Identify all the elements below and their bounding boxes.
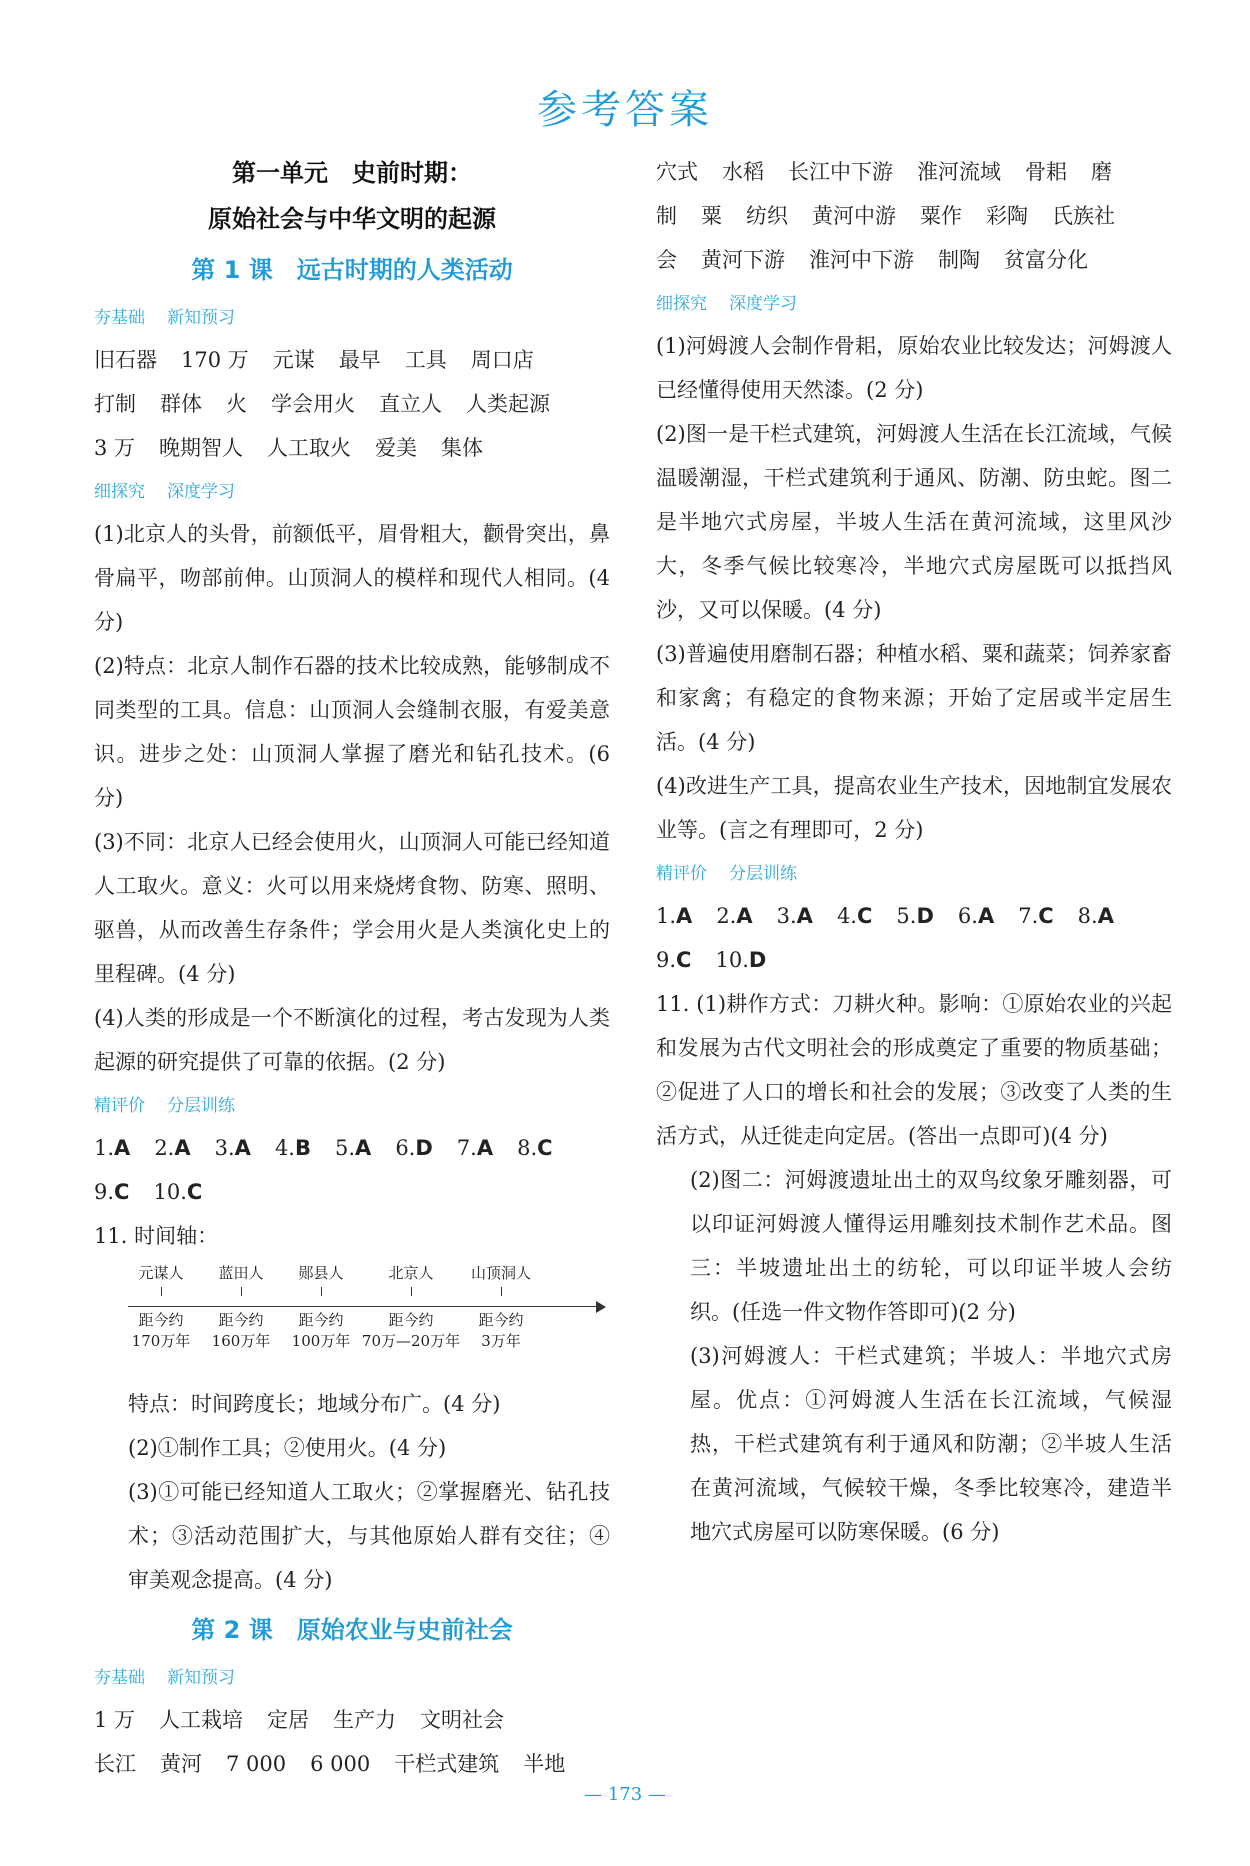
keyword: 晚期智人: [159, 436, 244, 460]
choice-answer: 5.A: [335, 1136, 372, 1160]
choice-answer: 5.D: [896, 904, 934, 928]
choice-answer: 4.B: [274, 1136, 311, 1160]
keyword: 工具: [404, 348, 447, 372]
timeline-entry: [196, 1262, 286, 1351]
answer-paragraph: (1)河姆渡人会制作骨耜，原始农业比较发达；河姆渡人已经懂得使用天然漆。(2 分): [656, 334, 1172, 402]
keyword-line: [656, 238, 1172, 282]
lesson-1-title: 第 1 课 远古时期的人类活动: [191, 256, 513, 284]
keyword: 制陶: [938, 248, 980, 272]
choice-answer: 10.C: [153, 1180, 203, 1204]
choice-answer: 3.A: [214, 1136, 251, 1160]
section-heading-explore: [94, 476, 610, 508]
keyword: 6 000: [310, 1752, 371, 1776]
keyword: 制: [656, 204, 677, 228]
keyword: 穴式: [656, 160, 698, 184]
answer-paragraph: (3)河姆渡人：干栏式建筑；半坡人：半地穴式房屋。优点：①河姆渡人生活在长江流域，气候湿热，干栏式建筑有利于通风和防潮；②半坡人生活在黄河流域，气候较干燥，冬季比较寒冷，建造半地穴式房屋可以防寒保暖。(6 分): [690, 1344, 1172, 1544]
choice-answer: 2.A: [716, 904, 753, 928]
timeline-arrow-icon: [596, 1301, 606, 1313]
choice-answer: 6.A: [957, 904, 995, 928]
section-heading-main: 夯基础: [94, 1668, 145, 1688]
timeline-label: 山顶洞人: [470, 1264, 531, 1282]
keyword: 粟: [701, 204, 722, 228]
timeline-distance: 距今约: [138, 1311, 184, 1329]
keyword: 淮河流域: [917, 160, 1001, 184]
section-heading-main: 细探究: [94, 482, 145, 502]
section-heading-explore: [656, 288, 1172, 320]
timeline-distance: 距今约: [388, 1311, 434, 1329]
choice-answer: 9.C: [94, 1180, 130, 1204]
keyword: 1 万: [94, 1708, 136, 1732]
timeline-label: 元谋人: [138, 1264, 184, 1282]
timeline-label: 郧县人: [298, 1264, 344, 1282]
timeline-years: 170万年: [131, 1332, 191, 1350]
timeline-label: 蓝田人: [218, 1264, 264, 1282]
choice-answers-row: [94, 1126, 610, 1170]
section-heading-sub: 分层训练: [167, 1096, 235, 1116]
keyword: 最早: [338, 348, 381, 372]
answer-paragraph: (2)图二：河姆渡遗址出土的双鸟纹象牙雕刻器，可以印证河姆渡人懂得运用雕刻技术制作艺术品。图三：半坡遗址出土的纺轮，可以印证半坡人会纺织。(任选一件文物作答即可)(2 分): [690, 1168, 1172, 1324]
choice-answer: 8.A: [1077, 904, 1114, 928]
keyword: 定居: [267, 1708, 310, 1732]
keyword: 周口店: [470, 348, 534, 372]
keyword: 磨: [1091, 160, 1112, 184]
page-title: 参考答案: [537, 87, 713, 133]
lesson-2-title: 第 2 课 原始农业与史前社会: [191, 1616, 513, 1644]
timeline-distance: 距今约: [218, 1311, 264, 1329]
answer-paragraph: (4)人类的形成是一个不断演化的过程，考古发现为人类起源的研究提供了可靠的依据。(2 分): [94, 1006, 610, 1074]
keyword: 打制: [94, 392, 136, 416]
keyword-line: [656, 194, 1172, 238]
keyword: 人工栽培: [159, 1708, 244, 1732]
timeline-entry: [361, 1262, 461, 1351]
answer-paragraph: 11. (1)耕作方式：刀耕火种。影响：①原始农业的兴起和发展为古代文明社会的形成奠定了重要的物质基础；②促进了人口的增长和社会的发展；③改变了人类的生活方式，从迁徙走向定居。(答出一点即可)(4 分): [656, 992, 1172, 1148]
keyword: 水稻: [722, 160, 764, 184]
choice-answer: 7.C: [1018, 904, 1054, 928]
choice-answers-row: [656, 938, 1172, 982]
keyword: 直立人: [379, 392, 442, 416]
timeline-years: 160万年: [211, 1332, 271, 1350]
keyword-line: [94, 338, 610, 382]
answer-paragraph: (2)特点：北京人制作石器的技术比较成熟，能够制成不同类型的工具。信息：山顶洞人会缝制衣服，有爱美意识。进步之处：山顶洞人掌握了磨光和钻孔技术。(6 分): [94, 654, 610, 810]
keyword: 氏族社: [1052, 204, 1115, 228]
answer-paragraph: (2)图一是干栏式建筑，河姆渡人生活在长江流域，气候温暖潮湿，干栏式建筑利于通风、防潮、防虫蛇。图二是半地穴式房屋，半坡人生活在黄河流域，这里风沙大，冬季气候比较寒冷，半地穴式房屋既可以抵挡风沙，又可以保暖。(4 分): [656, 422, 1172, 622]
choice-answer: 9.C: [656, 948, 692, 972]
keyword: 干栏式建筑: [394, 1752, 500, 1776]
unit-title-line-2: 原始社会与中华文明的起源: [208, 205, 496, 233]
keyword: 人工取火: [267, 436, 352, 460]
page-number: — 173 —: [584, 1784, 666, 1805]
keyword: 爱美: [375, 436, 418, 460]
section-heading-main: 精评价: [656, 864, 707, 884]
timeline-tick: [501, 1287, 502, 1296]
keyword: 元谋: [272, 348, 315, 372]
keyword: 黄河: [160, 1752, 202, 1776]
choice-answer: 7.A: [456, 1136, 494, 1160]
keyword: 骨耜: [1025, 160, 1067, 184]
answer-paragraph: (3)不同：北京人已经会使用火，山顶洞人可能已经知道人工取火。意义：火可以用来烧烤食物、防寒、照明、驱兽，从而改善生存条件；学会用火是人类演化史上的里程碑。(4 分): [94, 830, 610, 986]
choice-answer: 1.A: [94, 1136, 131, 1160]
choice-answer: 4.C: [836, 904, 873, 928]
keyword: 长江: [94, 1752, 136, 1776]
answer-paragraph: (3)①可能已经知道人工取火；②掌握磨光、钻孔技术；③活动范围扩大，与其他原始人群有交往；④审美观念提高。(4 分): [128, 1480, 610, 1592]
timeline-entry: [456, 1262, 546, 1351]
keyword: 群体: [160, 392, 202, 416]
answer-paragraph: (2)①制作工具；②使用火。(4 分): [128, 1436, 447, 1460]
section-heading-sub: 新知预习: [167, 1668, 235, 1688]
keyword: 生产力: [333, 1708, 397, 1732]
section-heading-sub: 新知预习: [167, 308, 235, 328]
keyword: 黄河下游: [701, 248, 785, 272]
keyword: 学会用火: [271, 392, 355, 416]
right-column: [656, 150, 1172, 1554]
keyword: 火: [226, 392, 247, 416]
section-heading-sub: 深度学习: [729, 294, 797, 314]
keyword-line: [94, 382, 610, 426]
keyword: 淮河中下游: [809, 248, 914, 272]
choice-answers-row: [94, 1170, 610, 1214]
timeline-tick: [161, 1287, 162, 1296]
answer-paragraph: (3)普遍使用磨制石器；种植水稻、粟和蔬菜；饲养家畜和家禽；有稳定的食物来源；开始了定居或半定居生活。(4 分): [656, 642, 1172, 754]
question-11-heading: 11. 时间轴：: [94, 1224, 219, 1248]
timeline-distance: 距今约: [478, 1311, 524, 1329]
timeline-diagram: [116, 1262, 616, 1382]
timeline-entry: [116, 1262, 206, 1351]
answer-paragraph: (4)改进生产工具，提高农业生产技术，因地制宜发展农业等。(言之有理即可，2 分): [656, 774, 1172, 842]
keyword: 会: [656, 248, 677, 272]
section-heading-main: 夯基础: [94, 308, 145, 328]
keyword: 文明社会: [420, 1708, 505, 1732]
section-heading-main: 细探究: [656, 294, 707, 314]
keyword: 人类起源: [466, 392, 550, 416]
section-heading-sub: 分层训练: [729, 864, 797, 884]
choice-answers-row: [656, 894, 1172, 938]
keyword-line: [94, 426, 610, 470]
keyword: 贫富分化: [1004, 248, 1088, 272]
keyword: 170 万: [181, 348, 249, 372]
section-heading-sub: 深度学习: [167, 482, 235, 502]
timeline-years: 100万年: [291, 1332, 351, 1350]
timeline-years: 3万年: [481, 1332, 521, 1350]
answer-paragraph: 特点：时间跨度长；地域分布广。(4 分): [128, 1392, 501, 1416]
keyword: 长江中下游: [788, 160, 893, 184]
keyword: 旧石器: [94, 348, 157, 372]
section-heading-eval: [656, 858, 1172, 890]
choice-answer: 10.D: [715, 948, 767, 972]
choice-answer: 6.D: [395, 1136, 433, 1160]
keyword-line: [656, 150, 1172, 194]
timeline-distance: 距今约: [298, 1311, 344, 1329]
timeline-label: 北京人: [388, 1264, 434, 1282]
keyword: 粟作: [920, 204, 962, 228]
keyword: 黄河中游: [812, 204, 896, 228]
choice-answer: 8.C: [517, 1136, 553, 1160]
choice-answer: 3.A: [776, 904, 813, 928]
timeline-entry: [276, 1262, 366, 1351]
keyword-line: [94, 1742, 610, 1786]
section-heading-base: [94, 1662, 610, 1694]
choice-answer: 1.A: [656, 904, 693, 928]
keyword: 7 000: [226, 1752, 287, 1776]
keyword: 3 万: [94, 436, 136, 460]
unit-title-line-1: 第一单元 史前时期：: [232, 159, 472, 187]
timeline-tick: [411, 1287, 412, 1296]
keyword-line: [94, 1698, 610, 1742]
keyword: 纺织: [746, 204, 788, 228]
keyword: 彩陶: [986, 204, 1028, 228]
answer-paragraph: (1)北京人的头骨，前额低平，眉骨粗大，颧骨突出，鼻骨扁平，吻部前伸。山顶洞人的模样和现代人相同。(4 分): [94, 522, 610, 634]
timeline-tick: [241, 1287, 242, 1296]
timeline-tick: [321, 1287, 322, 1296]
left-column: [94, 150, 610, 1786]
section-heading-eval: [94, 1090, 610, 1122]
timeline-years: 70万—20万年: [361, 1332, 461, 1350]
keyword: 集体: [441, 436, 484, 460]
choice-answer: 2.A: [154, 1136, 191, 1160]
keyword: 半地: [523, 1752, 566, 1776]
section-heading-base: [94, 302, 610, 334]
section-heading-main: 精评价: [94, 1096, 145, 1116]
